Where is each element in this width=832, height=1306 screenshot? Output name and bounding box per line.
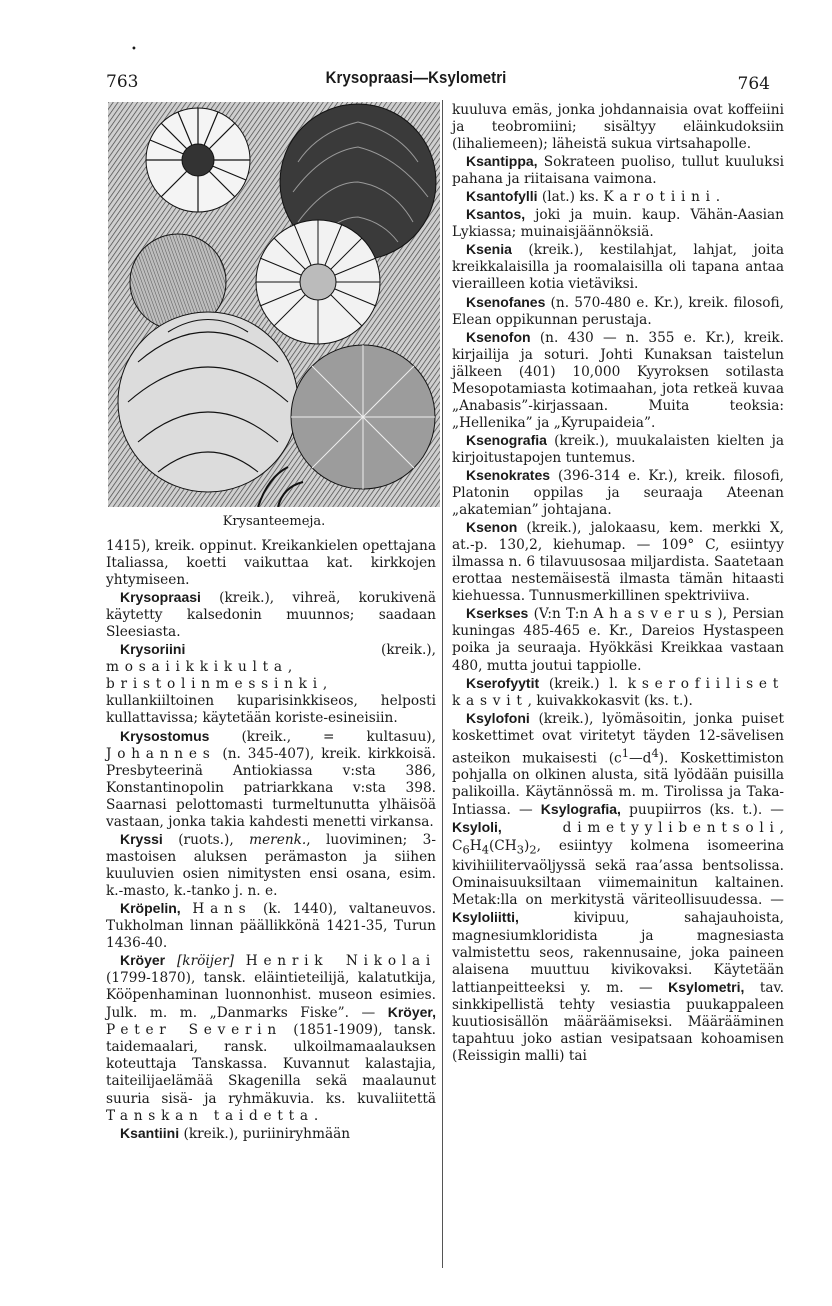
headword: Kserkses [466, 605, 529, 622]
page-corner-mark: • [131, 44, 137, 55]
entry-krysopraasi: Krysopraasi (kreik.), vihreä, korukivenä käytetty kalsedonin muunnos; saadaan Sleesiasta. [106, 589, 436, 641]
headword: Ksantos, [466, 206, 526, 223]
entry-ksenofanes: Ksenofanes (n. 570-480 e. Kr.), kreik. filosofi, Elean oppikunnan perustaja. [452, 293, 784, 328]
entry-kroyer: Kröyer [kröijer] Henrik Nikolai (1799-1870), tansk. eläintieteilijä, kalatutkija, Kööpenhaminan luonnonhist. museon esimies. Julk. m. m. „Danmarks Fiske”. — Kröyer, Peter Severin (1851-1909), tansk. taidemaalari, ransk. ulkoilmamaalauksen koteuttaja Tanskassa. Kuvannut kalastajia, taiteilijaelämää Skagenilla sekä maalaunut suuria sisä- ja ryhmäkuvia. ks. kuvaliitettä Tanskan taidetta. [106, 952, 436, 1124]
chrysanthemum-illustration [108, 102, 440, 507]
entry-ksantippa: Ksantippa, Sokrateen puoliso, tullut kuuluksi pahana ja riitaisana vaimona. [452, 153, 784, 188]
column-divider [442, 100, 443, 1268]
headword: Ksenia [466, 241, 512, 258]
entry-kropelin: Kröpelin, Hans (k. 1440), valtaneuvos. Tukholman linnan päällikkönä 1421-35, Turun 1436-40. [106, 899, 436, 952]
entry-kserofyytit: Kserofyytit (kreik.) l. kserofiiliset kasvit, kuivakkokasvit (ks. t.). [452, 674, 784, 709]
entry-ksenia: Ksenia (kreik.), kestilahjat, lahjat, joita kreikkalaisilla ja roomalaisilla oli tapana antaa vierailleen kotia vietäviksi. [452, 241, 784, 293]
left-text-column [106, 538, 436, 1143]
headword: Ksenografia [466, 431, 547, 448]
right-text-column [452, 102, 784, 1065]
headword: Kröyer [120, 952, 166, 969]
headword: Ksenon [466, 519, 518, 536]
headword: Krysoriini [120, 641, 186, 658]
headword: Ksenokrates [466, 466, 551, 483]
headword: Ksylografia, [540, 801, 621, 818]
figure-caption: Krysanteemeja. [222, 514, 326, 529]
headword: Ksenofanes [466, 293, 546, 310]
headword: Ksantofylli [466, 188, 538, 205]
page-number-left: 763 [106, 72, 139, 92]
headword: Ksylofoni [466, 709, 530, 726]
headword: Krysopraasi [120, 589, 201, 606]
headword: Ksylometri, [668, 978, 745, 995]
entry-ksantos: Ksantos, joki ja muin. kaup. Vähän-Aasian Lykiassa; muinaisjäännöksiä. [452, 206, 784, 241]
headword: Kröyer, [387, 1004, 436, 1021]
chrysanthemum-engraving-icon [108, 102, 440, 507]
entry-kserkses: Kserkses (V:n T:n Ahasverus), Persian kuningas 485-465 e. Kr., Dareios Hystaspeen poika ja seuraaja. Hyökkäsi Kreikkaa vastaan 480, mutta joutui tappiolle. [452, 605, 784, 674]
entry-ksantofylli: Ksantofylli (lat.) ks. Karotiini. [466, 188, 721, 206]
entry-ksenon: Ksenon (kreik.), jalokaasu, kem. merkki X, at.-p. 130,2, kiehumap. — 109° C, esiintyy ilmassa n. 6 tilavuusosaa miljardista. Saatetaan erottaa nestemäisestä ilmasta tämän hitaasti kiehuessa. Tunnusmerkillinen spektriviiva. [452, 519, 784, 605]
headword: Ksantippa, [466, 153, 538, 170]
entry-ksenofon: Ksenofon (n. 430 — n. 355 e. Kr.), kreik. kirjailija ja soturi. Johti Kunaksan taistelun jälkeen (401) 10,000 Kyyroksen sotilasta Mesopotamiasta kotimaahan, jota retkeä kuvaa „Anabasis”-kirjassaan. Muita teoksia: „Hellenika” ja „Kyrupaideia”. [452, 328, 784, 431]
continued-paragraph: kuuluva emäs, jonka johdannaisia ovat koffeiini ja teobromiini; sisältyy eläinkudoksiin (lihaliemeen); läheistä sukua virtsahapolle. [452, 102, 784, 153]
headword: Ksyloli, [452, 819, 502, 836]
headword: Kryssi [120, 830, 163, 847]
entry-krysoriini: Krysoriini (kreik.), mosaiikkikulta, bristolinmessinki, kullankiiltoinen kuparisinkkiseos, helposti kullattavissa; käytetään koriste-esineisiin. [106, 641, 436, 727]
entry-ksenografia: Ksenografia (kreik.), muukalaisten kielten ja kirjoitustapojen tuntemus. [452, 431, 784, 466]
entry-ksenokrates: Ksenokrates (396-314 e. Kr.), kreik. filosofi, Platonin oppilas ja seuraaja Ateenan „akatemian” johtajana. [452, 466, 784, 519]
headword: Kröpelin, [120, 899, 181, 916]
page-number-right: 764 [737, 74, 770, 94]
headword: Krysostomus [120, 727, 210, 744]
entry-ksylofoni: Ksylofoni (kreik.), lyömäsoitin, jonka puiset koskettimet ovat viritetyt täyden 12-sävelisen asteikon mukaisesti $(c^1—d^4)$. Koskettimiston pohjalla on olkinen alusta, sitä lyödään puisilla palikoilla. Käytännössä m. m. Tirolissa ja Taka-Intiassa. — Ksylografia, puupiirros (ks. t.). — Ksyloli, dimetyylibentsoli, $C_6H_4(CH_3)_2$, esiintyy kolmena isomeerina kivihiilitervaöljyssä sekä raa’assa bentsolissa. Ominaisuuksiltaan viimemainitun kaltainen. Metak:lla on merkitystä väriteollisuudessa. — Ksyloliitti, kivipuu, sahajauhoista, magnesiumkloridista ja magnesiasta valmistettu seos, rakennusaine, joka paineen alaisena muuttuu kivikovaksi. Käytetään lattianpeitteeksi y. m. — Ksylometri, tav. sinkkipellistä tehty vesiastia puukappaleen kuutiosisällön määräämiseksi. Määrääminen tapahtuu joko astian vesipatsaan kohoamisen (Reissigin malli) tai [452, 709, 784, 1064]
entry-krysostomus: Krysostomus (kreik., = kultasuu), Johannes (n. 345-407), kreik. kirkkoisä. Presbyteerinä Antiokiassa v:sta 386, Konstantinopolin patriarkkana v:sta 398. Saarnasi pelottomasti turmeltunutta ylhäisöä vastaan, jonka takia kahdesti menetti virkansa. [106, 727, 436, 830]
continued-paragraph: 1415), kreik. oppinut. Kreikankielen opettajana Italiassa, koetti vaikuttaa kat. kirkkojen yhtymiseen. [106, 538, 436, 589]
running-title: Krysopraasi—Ksylometri [325, 68, 507, 87]
entry-ksantiini: Ksantiini (kreik.), puriiniryhmään [120, 1124, 351, 1142]
headword: Ksantiini [120, 1124, 180, 1141]
headword: Ksyloliitti, [452, 909, 519, 926]
headword: Ksenofon [466, 328, 531, 345]
headword: Kserofyytit [466, 674, 540, 691]
entry-kryssi: Kryssi (ruots.), merenk., luoviminen; 3-mastoisen aluksen perämaston ja siihen kuuluvien osien nimitysten ensi osana, esim. k.-masto, k.-tanko j. n. e. [106, 830, 436, 899]
